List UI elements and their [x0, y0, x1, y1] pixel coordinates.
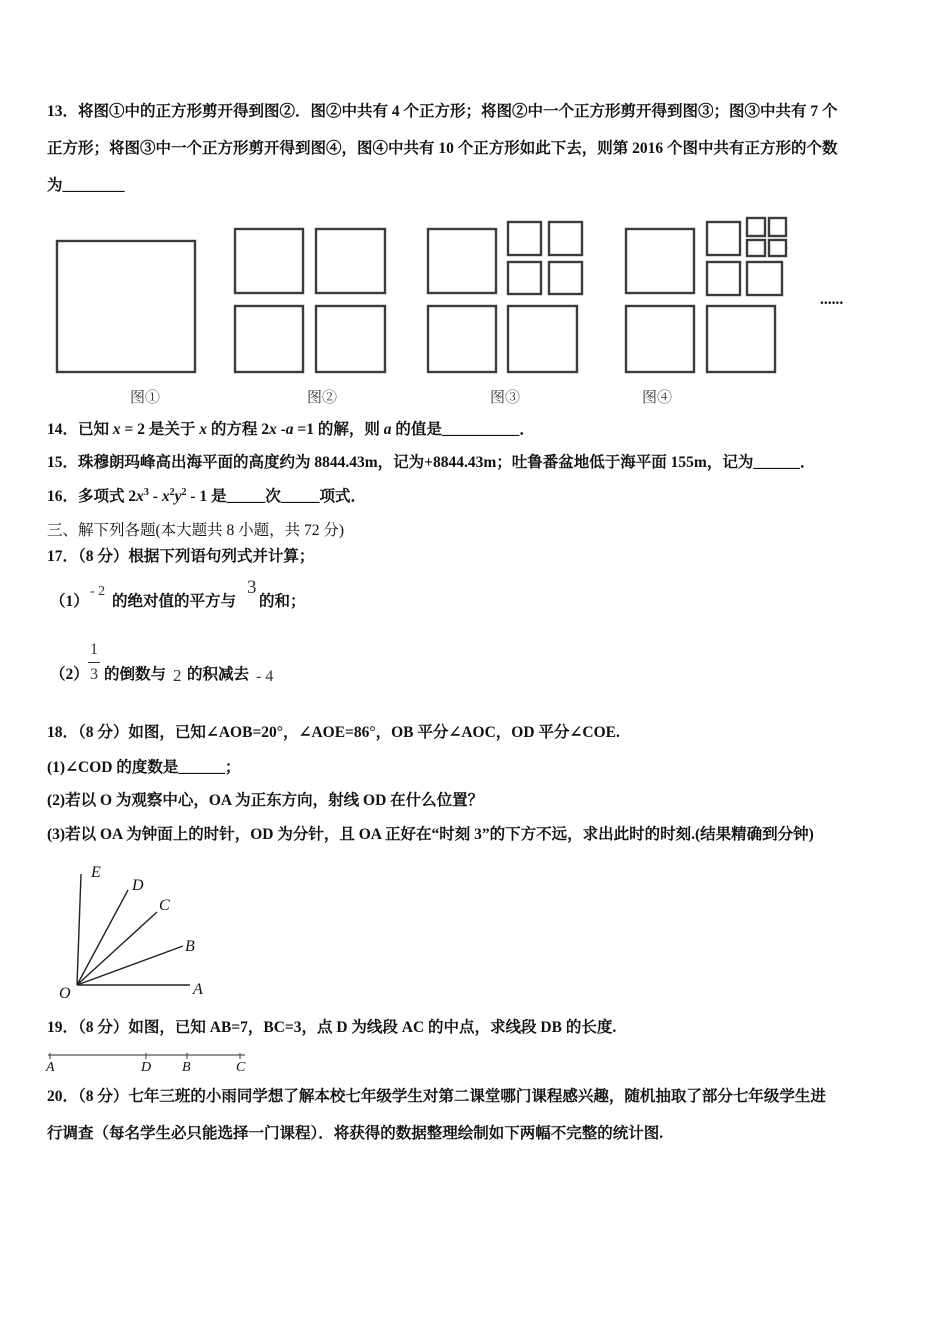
square	[235, 229, 303, 293]
square	[428, 306, 496, 372]
q13-squares-figure	[50, 212, 800, 380]
square	[747, 262, 782, 295]
square	[747, 218, 765, 236]
square	[508, 222, 541, 255]
square	[707, 262, 740, 295]
label-c: C	[159, 897, 170, 914]
square	[316, 306, 385, 372]
q14-var: x	[199, 421, 207, 438]
q14-line	[47, 420, 535, 440]
section-heading: 三、解下列各题(本大题共 8 小题，共 72 分)	[47, 522, 345, 539]
square	[707, 222, 740, 255]
label-a: A	[193, 981, 203, 998]
q17-part2-fraction-bar	[88, 662, 100, 663]
q17-part1-text2: 的和；	[259, 593, 306, 610]
q16-var: y	[174, 488, 182, 505]
square	[316, 229, 385, 293]
q16-var: x	[161, 488, 170, 505]
q20-line2: 行调查（每名学生必只能选择一门课程）．将获得的数据整理绘制如下两幅不完整的统计图.	[47, 1125, 664, 1142]
q17-part2-value2: 2	[173, 666, 182, 685]
label-c: C	[236, 1060, 246, 1075]
q17-part2-fraction-numerator: 1	[90, 641, 98, 658]
label-d: D	[141, 1060, 152, 1075]
label-b: B	[185, 938, 195, 955]
label-d: D	[132, 877, 144, 894]
q17-part2-label: （2）	[50, 666, 89, 683]
q18-angle-figure	[55, 860, 215, 1005]
label-o: O	[59, 985, 71, 1002]
q17-part2-text2: 的积减去	[187, 666, 250, 683]
q14-var: x	[269, 421, 277, 438]
square	[508, 306, 577, 372]
q16-line	[47, 487, 366, 507]
square	[626, 229, 694, 293]
q13-line3: 为________	[47, 177, 125, 194]
square	[769, 218, 786, 236]
q16-exponent: 2	[169, 487, 175, 498]
q14-var: a	[383, 421, 392, 438]
q18-sub3: (3)若以 OA 为钟面上的时针，OD 为分针，且 OA 正好在“时刻 3”的下方不远，求出此时的时刻.(结果精确到分钟)	[47, 826, 814, 843]
label-b: B	[182, 1060, 191, 1075]
q14-var: x	[112, 421, 121, 438]
q15-line: 15．珠穆朗玛峰高出海平面的高度约为 8844.43m，记为+8844.43m；吐鲁番盆地低于海平面 155m，记为______．	[47, 454, 816, 471]
square	[707, 306, 775, 372]
label-a: A	[46, 1060, 55, 1075]
ray-od	[77, 890, 128, 985]
figure-label-2: 图②	[307, 390, 338, 406]
q20-line1: 20．（8 分）七年三班的小雨同学想了解本校七年级学生对第二课堂哪门课程感兴趣，随机抽取了部分七年级学生进	[47, 1088, 826, 1105]
q14-text: 14．已知	[47, 421, 113, 438]
q19-title: 19．（8 分）如图，已知 AB=7，BC=3，点 D 为线段 AC 的中点，求线段 DB 的长度.	[47, 1019, 617, 1036]
q17-part2-value3: - 4	[256, 668, 274, 685]
label-e: E	[91, 864, 101, 881]
q17-title: 17．（8 分）根据下列语句列式并计算；	[47, 548, 315, 565]
square	[747, 240, 765, 256]
q19-segment-figure	[40, 1045, 255, 1075]
q17-part2-fraction-denominator: 3	[90, 666, 98, 683]
q14-var: a	[285, 421, 294, 438]
q18-title: 18．（8 分）如图，已知∠AOB=20°，∠AOE=86°，OB 平分∠AOC，OD 平分∠COE.	[47, 724, 620, 741]
q17-part2-text1: 的倒数与	[104, 666, 167, 683]
q17-part1-value1: - 2	[90, 584, 106, 599]
q14-text: = 2 是关于	[120, 421, 200, 438]
q17-part1-label: （1）	[50, 593, 89, 610]
ray-oe	[77, 874, 81, 985]
q13-line1: 13．将图①中的正方形剪开得到图②．图②中共有 4 个正方形；将图②中一个正方形剪开得到图③；图③中共有 7 个	[47, 103, 838, 120]
q16-text: - 1 是_____次_____项式．	[186, 488, 366, 505]
q14-text: 的方程 2	[206, 421, 269, 438]
square	[508, 262, 541, 294]
q16-exponent: 2	[181, 487, 187, 498]
q16-text: -	[148, 488, 162, 505]
q13-line2: 正方形；将图③中一个正方形剪开得到图④，图④中共有 10 个正方形如此下去，则第 2016 个图中共有正方形的个数	[47, 140, 838, 157]
square	[57, 241, 195, 372]
square	[549, 222, 582, 255]
ray-oc	[77, 912, 157, 985]
figure-label-1: 图①	[130, 390, 161, 406]
q13-ellipsis: ......	[820, 291, 844, 308]
square	[626, 306, 694, 372]
q14-text: =1 的解，则	[293, 421, 384, 438]
q14-text: -	[276, 421, 286, 438]
q18-sub2: (2)若以 O 为观察中心，OA 为正东方向，射线 OD 在什么位置？	[47, 792, 484, 809]
q14-text: 的值是__________．	[391, 421, 535, 438]
q16-exponent: 3	[143, 487, 149, 498]
figure-label-4: 图④	[642, 390, 673, 406]
square	[549, 262, 582, 294]
q18-sub1: (1)∠COD 的度数是______；	[47, 759, 241, 776]
figure-label-3: 图③	[490, 390, 521, 406]
square	[769, 240, 786, 256]
q16-var: x	[136, 488, 144, 505]
q16-text: 16．多项式 2	[47, 488, 137, 505]
square	[428, 229, 496, 293]
ray-ob	[77, 946, 183, 985]
q17-part1-text1: 的绝对值的平方与	[112, 593, 237, 610]
q17-part1-value2: 3	[247, 577, 257, 598]
square	[235, 306, 303, 372]
